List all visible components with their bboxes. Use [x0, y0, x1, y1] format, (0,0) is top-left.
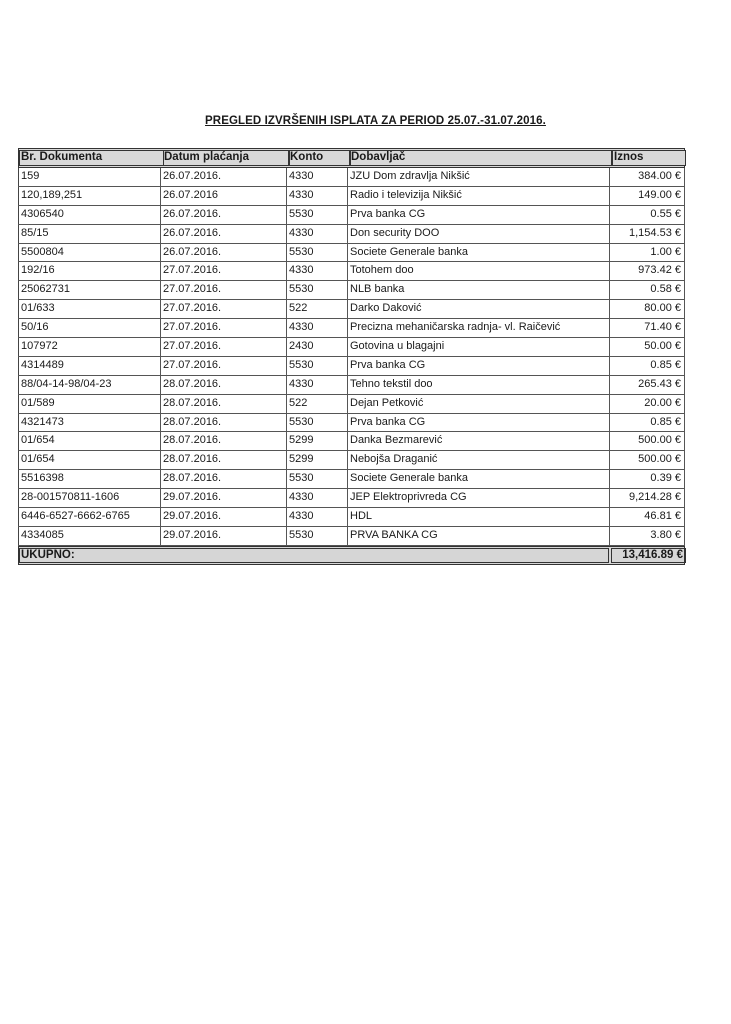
cell-payment-date: 27.07.2016.	[161, 262, 287, 280]
table-row	[18, 508, 685, 527]
cell-amount: 500.00 €	[610, 432, 685, 450]
table-row	[18, 470, 685, 489]
cell-amount: 0.85 €	[610, 357, 685, 375]
cell-supplier: HDL	[348, 508, 610, 526]
cell-account: 4330	[287, 489, 348, 507]
cell-amount: 973.42 €	[610, 262, 685, 280]
cell-amount: 9,214.28 €	[610, 489, 685, 507]
table-row	[18, 244, 685, 263]
cell-document-number: 192/16	[18, 262, 161, 280]
total-label: UKUPNO:	[21, 548, 75, 561]
cell-account: 5530	[287, 206, 348, 224]
cell-amount: 3.80 €	[610, 527, 685, 545]
cell-document-number: 25062731	[18, 281, 161, 299]
cell-document-number: 01/654	[18, 451, 161, 469]
cell-amount: 149.00 €	[610, 187, 685, 205]
table-row	[18, 395, 685, 414]
cell-supplier: Danka Bezmarević	[348, 432, 610, 450]
cell-account: 4330	[287, 168, 348, 186]
cell-supplier: Prva banka CG	[348, 206, 610, 224]
cell-payment-date: 29.07.2016.	[161, 527, 287, 545]
payments-table	[18, 148, 685, 565]
cell-document-number: 01/654	[18, 432, 161, 450]
cell-document-number: 01/589	[18, 395, 161, 413]
cell-account: 5299	[287, 451, 348, 469]
cell-supplier: Nebojša Draganić	[348, 451, 610, 469]
document-title: PREGLED IZVRŠENIH ISPLATA ZA PERIOD 25.07.-31.07.2016.	[205, 115, 546, 127]
cell-account: 4330	[287, 262, 348, 280]
table-row	[18, 376, 685, 395]
cell-amount: 500.00 €	[610, 451, 685, 469]
cell-document-number: 120,189,251	[18, 187, 161, 205]
cell-supplier: NLB banka	[348, 281, 610, 299]
cell-document-number: 88/04-14-98/04-23	[18, 376, 161, 394]
cell-supplier: Darko Daković	[348, 300, 610, 318]
table-row	[18, 225, 685, 244]
table-row	[18, 206, 685, 225]
cell-document-number: 01/633	[18, 300, 161, 318]
cell-account: 5530	[287, 414, 348, 432]
table-row	[18, 338, 685, 357]
cell-amount: 0.55 €	[610, 206, 685, 224]
cell-document-number: 6446-6527-6662-6765	[18, 508, 161, 526]
cell-amount: 80.00 €	[610, 300, 685, 318]
cell-amount: 0.85 €	[610, 414, 685, 432]
header-document-number: Br. Dokumenta	[21, 151, 103, 163]
header-supplier: Dobavljač	[351, 151, 406, 163]
cell-document-number: 50/16	[18, 319, 161, 337]
table-row	[18, 357, 685, 376]
table-body	[18, 168, 685, 546]
cell-supplier: Radio i televizija Nikšić	[348, 187, 610, 205]
cell-payment-date: 27.07.2016.	[161, 300, 287, 318]
table-row	[18, 432, 685, 451]
cell-document-number: 107972	[18, 338, 161, 356]
cell-document-number: 4334085	[18, 527, 161, 545]
cell-supplier: Dejan Petković	[348, 395, 610, 413]
cell-payment-date: 29.07.2016.	[161, 489, 287, 507]
cell-supplier: Societe Generale banka	[348, 244, 610, 262]
cell-payment-date: 28.07.2016.	[161, 470, 287, 488]
cell-account: 4330	[287, 508, 348, 526]
cell-account: 5530	[287, 281, 348, 299]
cell-amount: 20.00 €	[610, 395, 685, 413]
table-row	[18, 451, 685, 470]
cell-supplier: Prva banka CG	[348, 357, 610, 375]
cell-payment-date: 27.07.2016.	[161, 357, 287, 375]
table-row	[18, 414, 685, 433]
cell-payment-date: 29.07.2016.	[161, 508, 287, 526]
cell-account: 5530	[287, 527, 348, 545]
cell-document-number: 4314489	[18, 357, 161, 375]
header-amount: Iznos	[614, 151, 644, 163]
cell-supplier: Don security DOO	[348, 225, 610, 243]
cell-amount: 46.81 €	[610, 508, 685, 526]
cell-payment-date: 28.07.2016.	[161, 432, 287, 450]
cell-account: 4330	[287, 225, 348, 243]
cell-supplier: Societe Generale banka	[348, 470, 610, 488]
cell-payment-date: 26.07.2016.	[161, 168, 287, 186]
cell-payment-date: 27.07.2016.	[161, 281, 287, 299]
cell-document-number: 5516398	[18, 470, 161, 488]
table-row	[18, 262, 685, 281]
cell-supplier: Gotovina u blagajni	[348, 338, 610, 356]
cell-document-number: 5500804	[18, 244, 161, 262]
cell-payment-date: 26.07.2016.	[161, 206, 287, 224]
cell-account: 4330	[287, 376, 348, 394]
table-row	[18, 168, 685, 187]
table-row	[18, 281, 685, 300]
cell-supplier: PRVA BANKA CG	[348, 527, 610, 545]
table-row	[18, 527, 685, 546]
cell-payment-date: 28.07.2016.	[161, 376, 287, 394]
cell-payment-date: 28.07.2016.	[161, 395, 287, 413]
cell-payment-date: 28.07.2016.	[161, 414, 287, 432]
cell-document-number: 85/15	[18, 225, 161, 243]
cell-payment-date: 27.07.2016.	[161, 319, 287, 337]
cell-account: 522	[287, 300, 348, 318]
cell-supplier: Tehno tekstil doo	[348, 376, 610, 394]
header-account: Konto	[290, 151, 324, 163]
cell-payment-date: 27.07.2016.	[161, 338, 287, 356]
total-row	[18, 546, 685, 565]
cell-payment-date: 26.07.2016.	[161, 225, 287, 243]
cell-payment-date: 26.07.2016	[161, 187, 287, 205]
cell-account: 5299	[287, 432, 348, 450]
cell-account: 5530	[287, 357, 348, 375]
cell-account: 5530	[287, 470, 348, 488]
cell-supplier: Totohem doo	[348, 262, 610, 280]
total-value: 13,416.89 €	[622, 548, 683, 561]
table-row	[18, 187, 685, 206]
cell-amount: 50.00 €	[610, 338, 685, 356]
table-header	[18, 148, 685, 168]
cell-amount: 0.58 €	[610, 281, 685, 299]
cell-amount: 1.00 €	[610, 244, 685, 262]
cell-payment-date: 28.07.2016.	[161, 451, 287, 469]
cell-account: 2430	[287, 338, 348, 356]
table-row	[18, 319, 685, 338]
cell-document-number: 4306540	[18, 206, 161, 224]
cell-document-number: 4321473	[18, 414, 161, 432]
cell-amount: 265.43 €	[610, 376, 685, 394]
header-payment-date: Datum plaćanja	[164, 151, 249, 163]
cell-supplier: JEP Elektroprivreda CG	[348, 489, 610, 507]
cell-amount: 0.39 €	[610, 470, 685, 488]
cell-supplier: Precizna mehaničarska radnja- vl. Raičević	[348, 319, 610, 337]
cell-supplier: Prva banka CG	[348, 414, 610, 432]
cell-payment-date: 26.07.2016.	[161, 244, 287, 262]
table-row	[18, 489, 685, 508]
cell-account: 522	[287, 395, 348, 413]
cell-amount: 71.40 €	[610, 319, 685, 337]
cell-document-number: 28-001570811-1606	[18, 489, 161, 507]
cell-account: 5530	[287, 244, 348, 262]
cell-account: 4330	[287, 187, 348, 205]
cell-supplier: JZU Dom zdravlja Nikšić	[348, 168, 610, 186]
cell-amount: 384.00 €	[610, 168, 685, 186]
table-row	[18, 300, 685, 319]
cell-document-number: 159	[18, 168, 161, 186]
cell-account: 4330	[287, 319, 348, 337]
cell-amount: 1,154.53 €	[610, 225, 685, 243]
